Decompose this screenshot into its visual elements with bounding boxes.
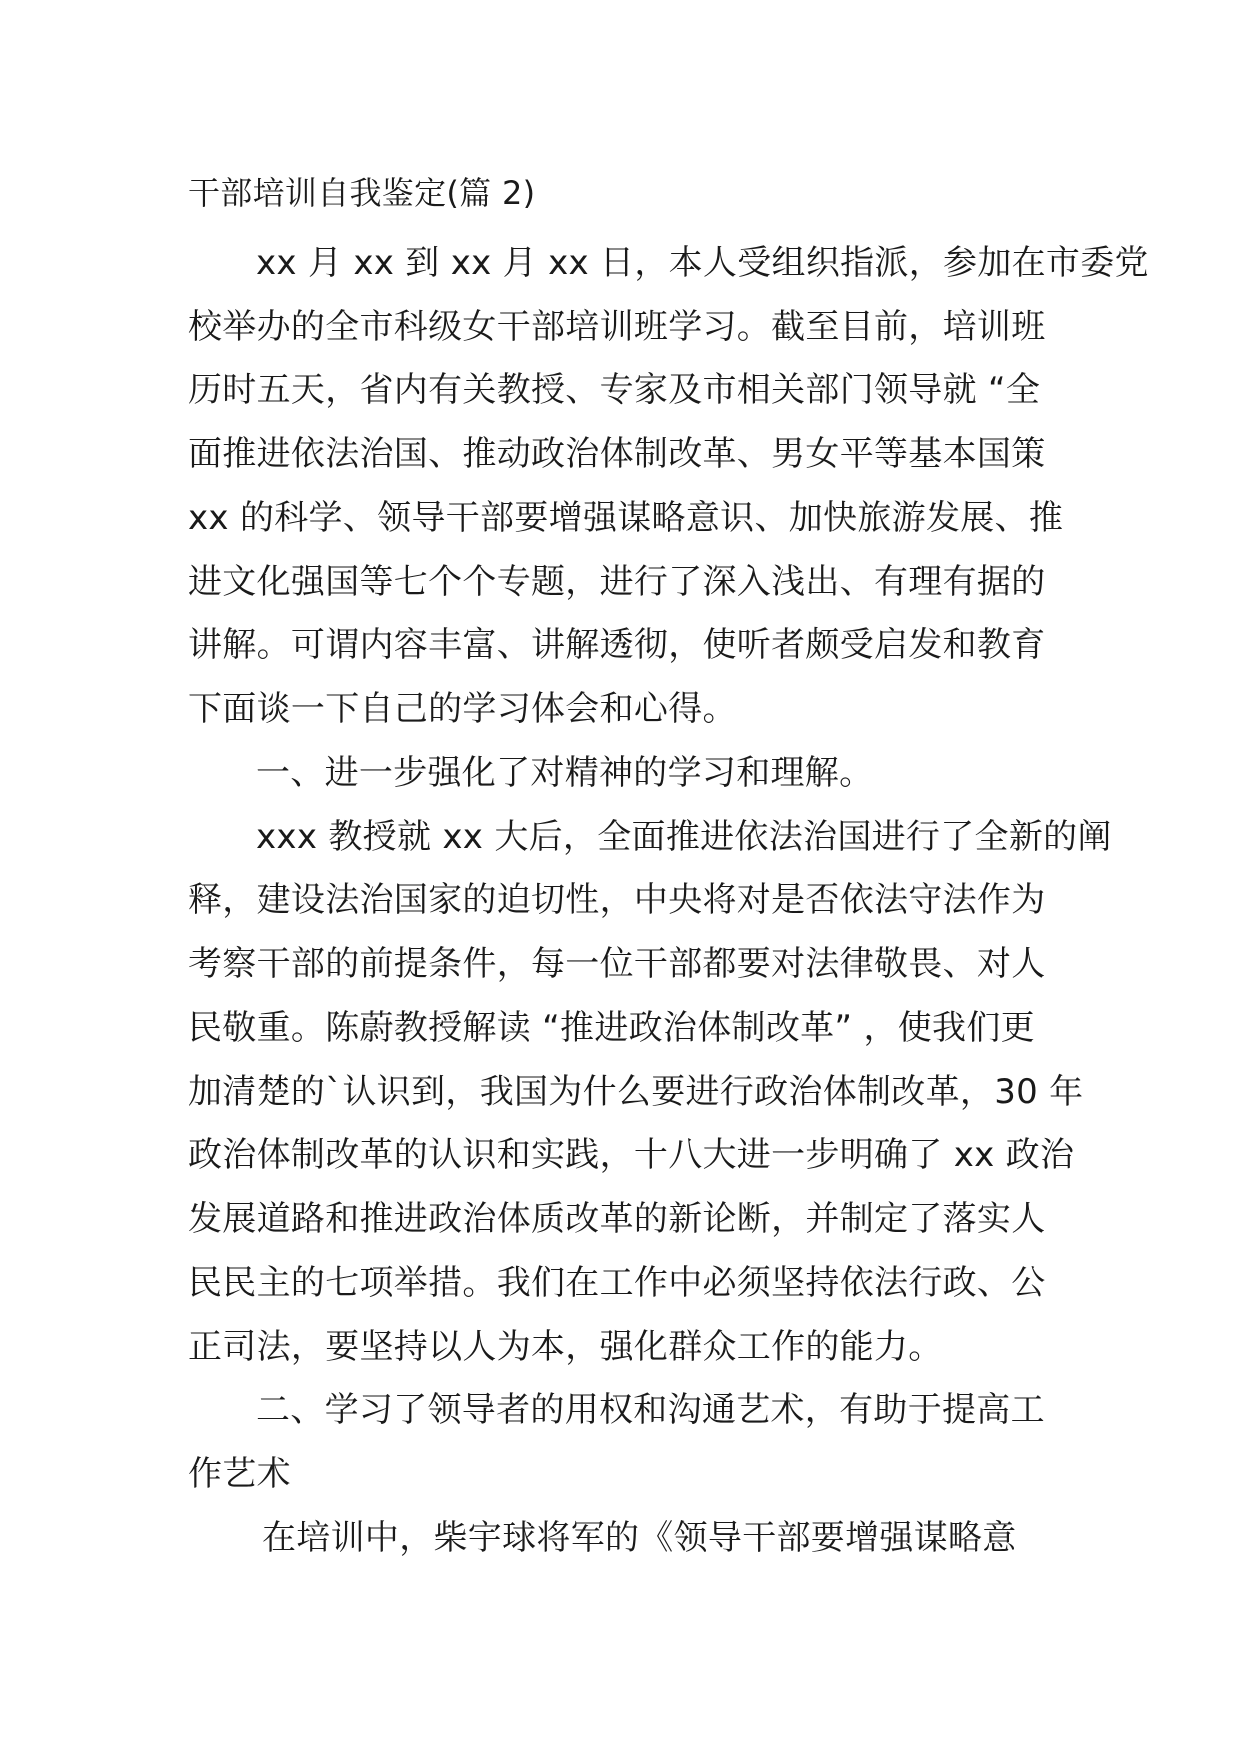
paragraph-line: 面推进依法治国、推动政治体制改革、男女平等基本国策: [188, 434, 1046, 474]
paragraph-line: 在培训中，柴宇球将军的《领导干部要增强谋略意: [262, 1518, 1017, 1558]
paragraph-line: 正司法，要坚持以人为本，强化群众工作的能力。: [188, 1327, 943, 1367]
section-heading-2: 二、学习了领导者的用权和沟通艺术，有助于提高工: [256, 1390, 1045, 1430]
document-title: 干部培训自我鉴定(篇 2): [188, 174, 536, 212]
section-heading-2-continued: 作艺术: [188, 1454, 291, 1494]
paragraph-line: 进文化强国等七个个专题，进行了深入浅出、有理有据的: [188, 562, 1046, 602]
paragraph-line: xx 的科学、领导干部要增强谋略意识、加快旅游发展、推: [188, 498, 1064, 538]
paragraph-line: 发展道路和推进政治体质改革的新论断，并制定了落实人: [188, 1199, 1046, 1239]
section-heading-1: 一、进一步强化了对精神的学习和理解。: [256, 753, 874, 793]
paragraph-line: 民敬重。陈蔚教授解读 “推进政治体制改革” ，使我们更: [188, 1008, 1035, 1048]
paragraph-line: 释，建设法治国家的迫切性，中央将对是否依法守法作为: [188, 880, 1046, 920]
paragraph-line: 讲解。可谓内容丰富、讲解透彻，使听者颇受启发和教育: [188, 625, 1046, 665]
paragraph-line: 政治体制改革的认识和实践，十八大进一步明确了 xx 政治: [188, 1135, 1075, 1175]
paragraph-line: 校举办的全市科级女干部培训班学习。截至目前，培训班: [188, 307, 1046, 347]
paragraph-line: xxx 教授就 xx 大后，全面推进依法治国进行了全新的阐: [256, 817, 1112, 857]
paragraph-line: 考察干部的前提条件，每一位干部都要对法律敬畏、对人: [188, 944, 1046, 984]
paragraph-line: 加清楚的`认识到，我国为什么要进行政治体制改革，30 年: [188, 1072, 1084, 1112]
paragraph-line: xx 月 xx 到 xx 月 xx 日，本人受组织指派，参加在市委党: [256, 243, 1149, 283]
paragraph-line: 下面谈一下自己的学习体会和心得。: [188, 689, 737, 729]
paragraph-line: 民民主的七项举措。我们在工作中必须坚持依法行政、公: [188, 1263, 1046, 1303]
paragraph-line: 历时五天，省内有关教授、专家及市相关部门领导就 “全: [188, 370, 1041, 410]
